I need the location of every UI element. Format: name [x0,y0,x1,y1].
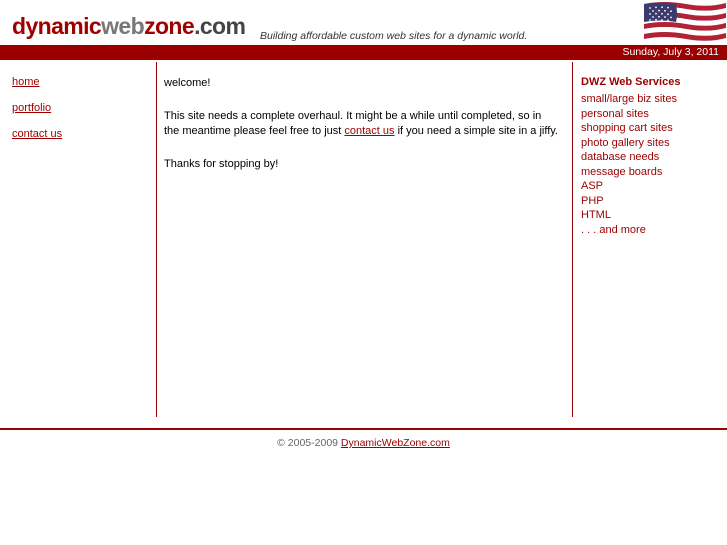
sidebar-item-home[interactable]: home [12,76,40,88]
list-item: HTML [581,209,611,221]
logo-part-dynamic: dynamic [12,13,102,39]
list-item: database needs [581,151,660,163]
contact-us-link[interactable]: contact us [344,125,395,137]
overhaul-paragraph [164,109,558,139]
list-item: personal sites [581,107,649,120]
sidebar-nav [0,60,156,417]
logo-part-web: web [101,13,145,39]
footer-site-link[interactable]: DynamicWebZone.com [340,437,450,449]
logo-part-com: .com [194,13,246,39]
logo-part-zone: zone [144,13,195,39]
paragraph-text-after-link: if you need a simple site in a jiffy. [394,125,558,137]
date-bar [0,45,727,60]
sidebar-item-portfolio[interactable]: portfolio [12,102,52,114]
current-date: Sunday, July 3, 2011 [622,46,719,58]
copyright-text: © 2005-2009 [277,437,341,449]
site-header [0,0,727,45]
list-item: . . . and more [581,223,646,236]
sidebar-item-contact-us[interactable]: contact us [12,128,63,140]
closing-text: Thanks for stopping by! [164,158,279,170]
list-item: shopping cart sites [581,122,673,134]
welcome-text: welcome! [164,77,211,89]
services-panel [573,60,727,417]
list-item: PHP [581,194,604,207]
services-title: DWZ Web Services [581,76,681,88]
paragraph-text-before-link: This site needs a complete overhaul. It might be a while until completed, so in the meantime please feel free to just [164,110,542,137]
list-item: ASP [581,180,604,192]
site-logo[interactable] [12,13,245,40]
site-tagline: Building affordable custom web sites for a dynamic world. [260,30,528,42]
content-area [0,60,727,420]
main-content [157,60,572,417]
us-flag-icon [642,0,727,45]
list-item: small/large biz sites [581,93,677,105]
footer-divider [0,428,727,430]
services-list [581,92,723,237]
list-item: message boards [581,165,663,178]
list-item: photo gallery sites [581,136,670,149]
site-footer [0,437,727,449]
